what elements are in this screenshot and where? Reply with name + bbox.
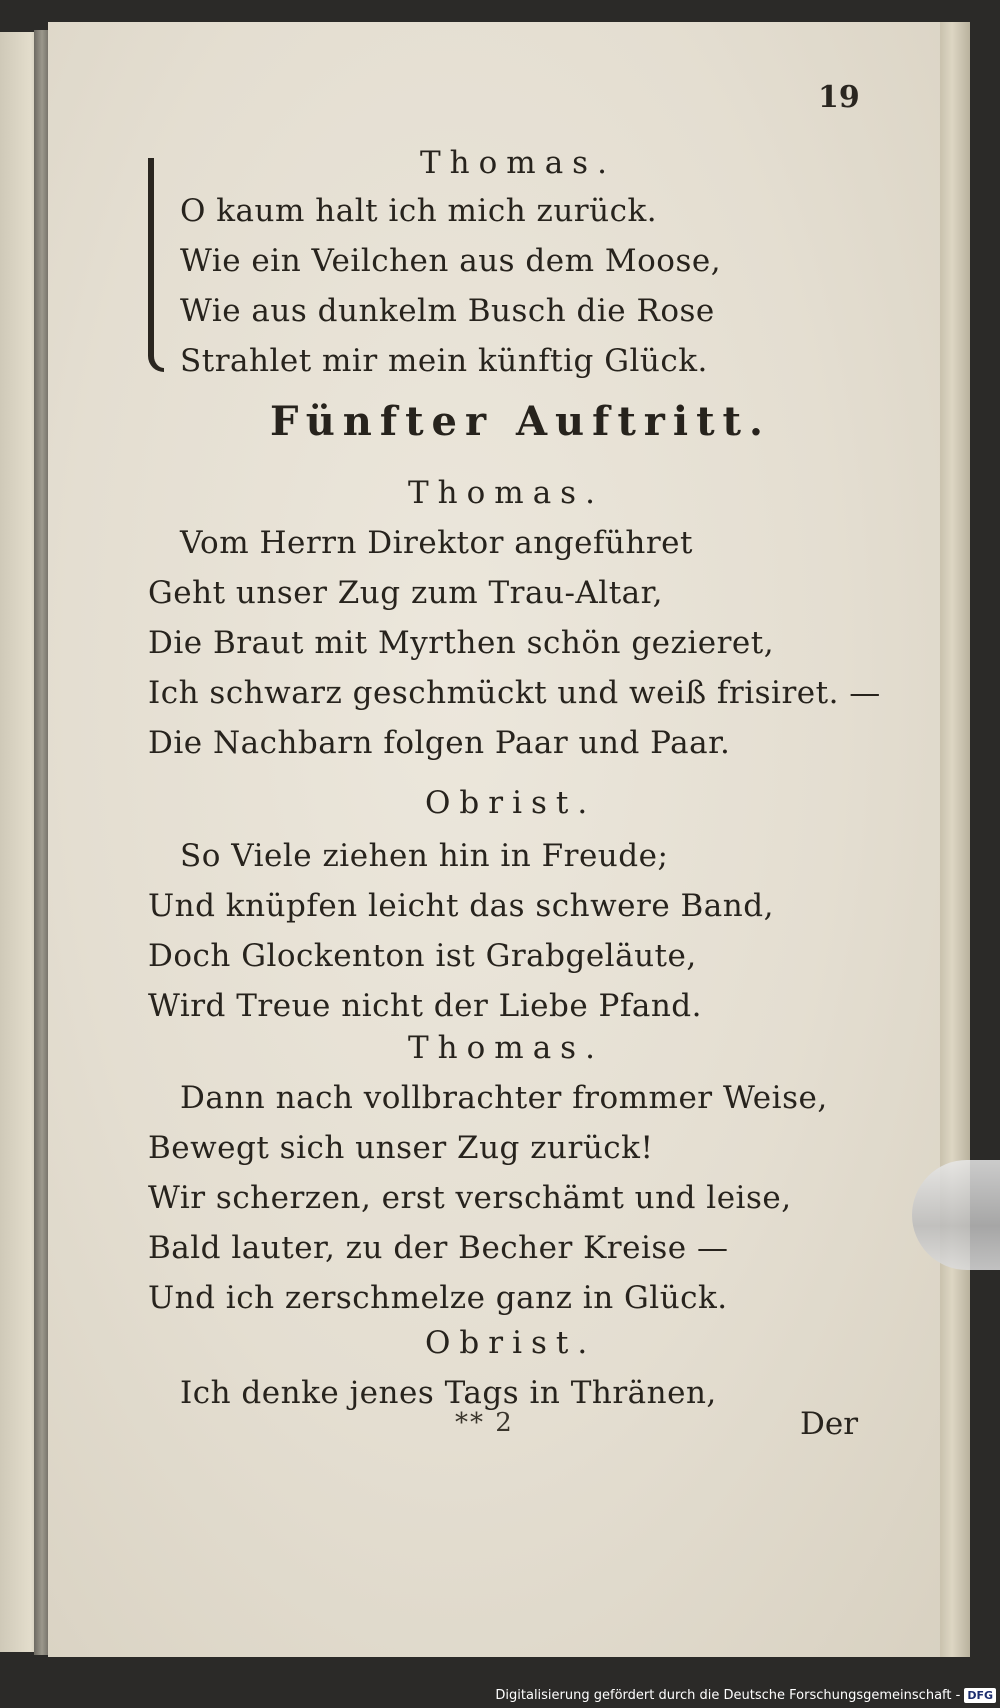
verse-line: Wie aus dunkelm Busch die Rose: [180, 293, 715, 329]
footer-text: Digitalisierung gefördert durch die Deutsche Forschungsgemeinschaft -: [495, 1687, 961, 1703]
verse-line: Und knüpfen leicht das schwere Band,: [148, 888, 774, 924]
dfg-logo: DFG: [964, 1688, 996, 1703]
verse-line: Strahlet mir mein künftig Glück.: [180, 343, 708, 379]
signature-mark: ** 2: [455, 1408, 514, 1438]
verse-line: Und ich zerschmelze ganz in Glück.: [148, 1280, 728, 1316]
verse-line: Dann nach vollbrachter frommer Weise,: [180, 1080, 828, 1116]
verse-line: Ich schwarz geschmückt und weiß frisiret. —: [148, 675, 881, 711]
verse-line: Bewegt sich unser Zug zurück!: [148, 1130, 654, 1166]
scene-heading: Fünfter Auftritt.: [270, 398, 771, 445]
verse-line: Geht unser Zug zum Trau-Altar,: [148, 575, 663, 611]
verse-line: Wird Treue nicht der Liebe Pfand.: [148, 988, 703, 1024]
verse-line: Doch Glockenton ist Grabgeläute,: [148, 938, 697, 974]
verse-line: Die Nachbarn folgen Paar und Paar.: [148, 725, 731, 761]
speaker-name: Thomas.: [420, 145, 616, 181]
verse-line: Wie ein Veilchen aus dem Moose,: [180, 243, 722, 279]
catchword: Der: [800, 1406, 859, 1442]
verse-line: Bald lauter, zu der Becher Kreise —: [148, 1230, 729, 1266]
speaker-name: Thomas.: [408, 1030, 604, 1066]
footer-credit: [495, 1684, 996, 1706]
speaker-name: Obrist.: [425, 1325, 597, 1361]
page-number: 19: [818, 80, 860, 115]
speaker-name: Obrist.: [425, 785, 597, 821]
verse-line: Wir scherzen, erst verschämt und leise,: [148, 1180, 792, 1216]
page-edge: [940, 22, 970, 1657]
verse-line: Die Braut mit Myrthen schön gezieret,: [148, 625, 775, 661]
verse-line: So Viele ziehen hin in Freude;: [180, 838, 669, 874]
verse-line: O kaum halt ich mich zurück.: [180, 193, 658, 229]
speaker-name: Thomas.: [408, 475, 604, 511]
verse-line: Ich denke jenes Tags in Thränen,: [180, 1375, 717, 1411]
margin-bracket-mark: [148, 158, 164, 372]
verse-line: Vom Herrn Direktor angeführet: [180, 525, 693, 561]
